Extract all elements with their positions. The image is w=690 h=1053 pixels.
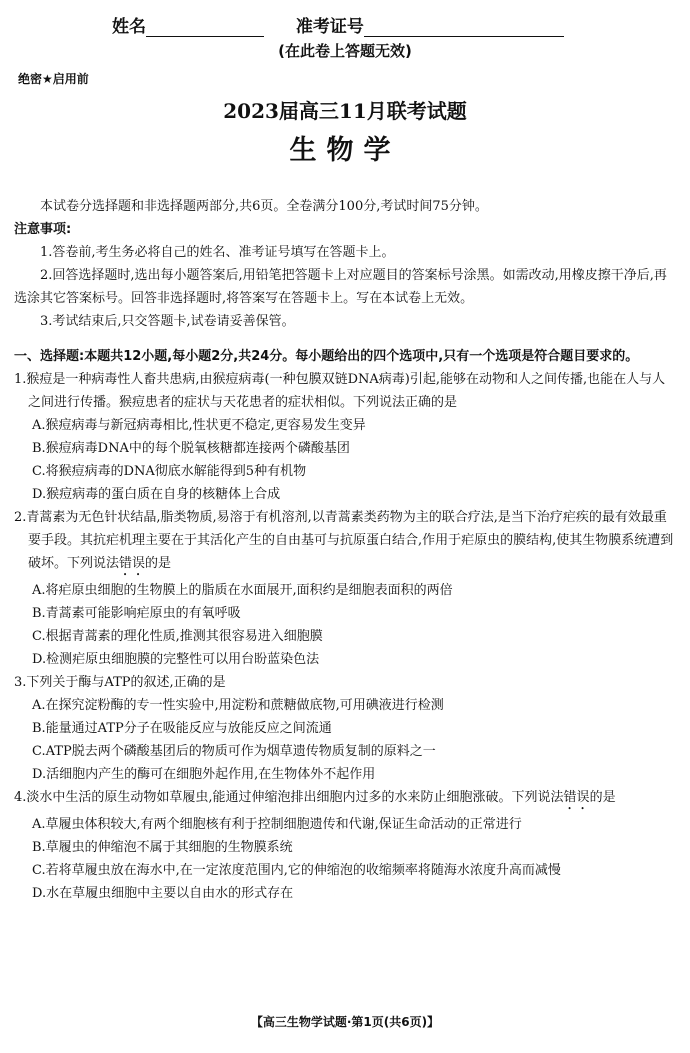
exam-id-label: 准考证号: [295, 17, 364, 37]
candidate-fields: [112, 12, 564, 37]
invalid-note: (在此卷上答题无效): [278, 42, 412, 60]
stem-text: 4.淡水中生活的原生动物如草履虫,能通过伸缩泡排出细胞内过多的水来防止细胞涨破。下列说法: [14, 790, 564, 805]
stem-text-end: 的是: [145, 556, 172, 571]
exam-id-blank-line: [364, 18, 564, 37]
option-a: A.猴痘病毒与新冠病毒相比,性状更不稳定,更容易发生变异: [32, 418, 366, 433]
emphasis-mark: 错误: [563, 790, 590, 805]
option-b: B.能量通过ATP分子在吸能反应与放能反应之间流通: [32, 721, 332, 736]
intro-text: 本试卷分选择题和非选择题两部分,共6页。全卷满分100分,考试时间75分钟。: [40, 199, 488, 214]
note-item: 3.考试结束后,只交答题卡,试卷请妥善保管。: [40, 314, 295, 329]
question-4: [14, 786, 676, 905]
option-a: A.将疟原虫细胞的生物膜上的脂质在水面展开,面积约是细胞表面积的两倍: [32, 583, 453, 598]
option-d: D.活细胞内产生的酶可在细胞外起作用,在生物体外不起作用: [32, 767, 376, 782]
option-a: A.草履虫体积较大,有两个细胞核有利于控制细胞遗传和代谢,保证生命活动的正常进行: [32, 817, 522, 832]
option-a: A.在探究淀粉酶的专一性实验中,用淀粉和蔗糖做底物,可用碘液进行检测: [32, 698, 444, 713]
subject-title: 生物学: [289, 135, 401, 166]
page-footer: 【高三生物学试题·第1页(共6页)】: [250, 1015, 440, 1029]
option-b: B.猴痘病毒DNA中的每个脱氧核糖都连接两个磷酸基团: [32, 441, 350, 456]
stem-text-end: 的是: [589, 790, 616, 805]
name-blank-line: [146, 18, 264, 37]
option-c: C.将猴痘病毒的DNA彻底水解能得到5种有机物: [32, 464, 307, 479]
exam-title: 2023届高三11月联考试题: [223, 99, 467, 123]
secret-label: 绝密★启用前: [18, 72, 89, 86]
question-stem: 1.猴痘是一种病毒性人畜共患病,由猴痘病毒(一种包膜双链DNA病毒)引起,能够在动物和人之间传播,也能在人与人之间进行传播。猴痘患者的症状与天花患者的症状相似。下列说法正确的是: [14, 372, 666, 410]
question-stem: [14, 506, 676, 579]
option-d: D.水在草履虫细胞中主要以自由水的形式存在: [32, 886, 294, 901]
question-stem: [14, 786, 676, 813]
option-c: C.根据青蒿素的理化性质,推测其很容易进入细胞膜: [32, 629, 323, 644]
question-2: [14, 506, 676, 671]
emphasis-mark: 错误: [119, 556, 146, 571]
question-1: [14, 368, 676, 506]
option-b: B.青蒿素可能影响疟原虫的有氧呼吸: [32, 606, 241, 621]
name-label: 姓名: [112, 17, 146, 37]
option-c: C.若将草履虫放在海水中,在一定浓度范围内,它的伸缩泡的收缩频率将随海水浓度升高而减慢: [32, 863, 561, 878]
question-3: [14, 671, 676, 786]
section-heading: 一、选择题:本题共12小题,每小题2分,共24分。每小题给出的四个选项中,只有一个选项是符合题目要求的。: [14, 349, 639, 364]
option-c: C.ATP脱去两个磷酸基团后的物质可作为烟草遗传物质复制的原料之一: [32, 744, 436, 759]
option-d: D.猴痘病毒的蛋白质在自身的核糖体上合成: [32, 487, 281, 502]
stem-text: 2.青蒿素为无色针状结晶,脂类物质,易溶于有机溶剂,以青蒿素类药物为主的联合疗法,是当下治疗疟疾的最有效最重要手段。其抗疟机理主要在于其活化产生的自由基可与抗原蛋白结合,作用于疟原虫的膜结构,使其生物膜系统遭到破坏。下列说法: [14, 510, 674, 571]
exam-body: [14, 195, 676, 905]
option-d: D.检测疟原虫细胞膜的完整性可以用台盼蓝染色法: [32, 652, 320, 667]
note-item: 2.回答选择题时,选出每小题答案后,用铅笔把答题卡上对应题目的答案标号涂黑。如需改动,用橡皮擦干净后,再选涂其它答案标号。回答非选择题时,将答案写在答题卡上。写在本试卷上无效。: [14, 268, 667, 306]
notes-title: 注意事项:: [14, 222, 72, 237]
question-stem: 3.下列关于酶与ATP的叙述,正确的是: [14, 675, 226, 690]
option-b: B.草履虫的伸缩泡不属于其细胞的生物膜系统: [32, 840, 293, 855]
note-item: 1.答卷前,考生务必将自己的姓名、准考证号填写在答题卡上。: [40, 245, 395, 260]
